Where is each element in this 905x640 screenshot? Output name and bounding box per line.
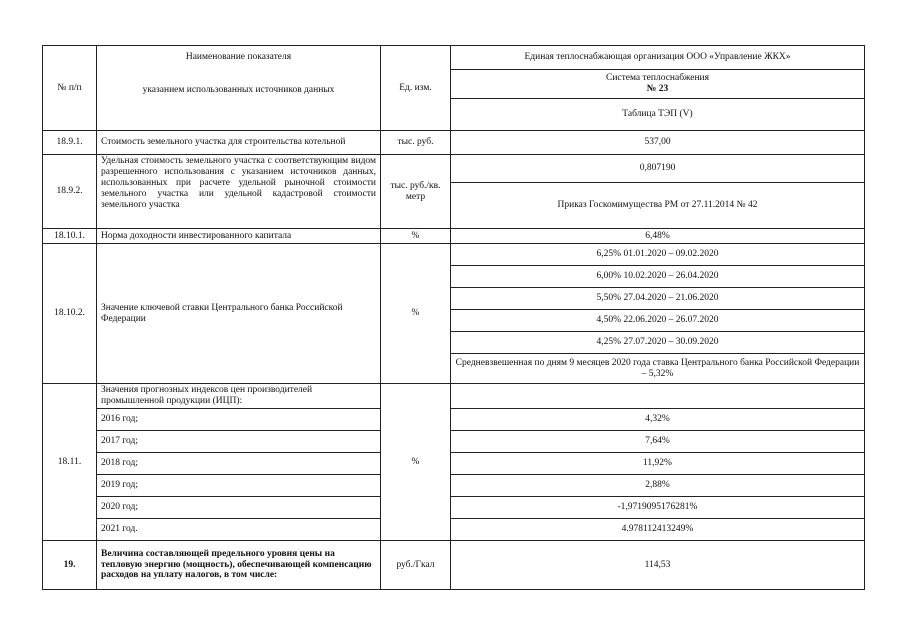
row-name: Норма доходности инвестированного капитала (97, 229, 381, 244)
rate-cell: 6,25% 01.01.2020 – 09.02.2020 (451, 244, 865, 266)
row-name: Величина составляющей предельного уровня цены на тепловую энергию (мощность), обеспечивающей компенсацию расходов на уплату налогов, в том числе: (97, 541, 381, 590)
table-row (43, 155, 865, 183)
header-col-name (97, 46, 381, 131)
header-col-unit: Ед. изм. (381, 46, 451, 131)
row-unit: % (381, 229, 451, 244)
row-unit: % (381, 244, 451, 384)
row-num: 18.9.2. (43, 155, 97, 229)
row-source: Приказ Госкомимущества РМ от 27.11.2014 № 42 (451, 183, 865, 229)
weighted-rate-cell: Средневзвешенная по дням 9 месяцев 2020 года ставка Центрального банка Российской Федерации – 5,32% (451, 354, 865, 384)
row-unit: руб./Гкал (381, 541, 451, 590)
row-value: 114,53 (451, 541, 865, 590)
row-name: Значение ключевой ставки Центрального банка Российской Федерации (97, 244, 381, 384)
header-col-name-line2: указанием использованных источников данных (142, 84, 335, 95)
row-num: 19. (43, 541, 97, 590)
table-row (43, 453, 865, 475)
row-name: Значения прогнозных индексов цен производителей промышленной продукции (ИЦП): (97, 384, 381, 409)
row-num: 18.10.2. (43, 244, 97, 384)
year-value: 4.978112413249% (451, 519, 865, 541)
year-label: 2021 год. (97, 519, 381, 541)
row-value: 6,48% (451, 229, 865, 244)
year-label: 2019 год; (97, 475, 381, 497)
table-row (43, 475, 865, 497)
year-value: 7,64% (451, 431, 865, 453)
header-system-number: № 23 (646, 84, 669, 94)
row-num: 18.11. (43, 384, 97, 541)
header-col-num: № п/п (43, 46, 97, 131)
header-system (451, 70, 865, 99)
row-value: 0,807190 (451, 155, 865, 183)
year-value: 11,92% (451, 453, 865, 475)
tep-table (42, 45, 865, 590)
row-name: Стоимость земельного участка для строительства котельной (97, 131, 381, 155)
table-row (43, 244, 865, 266)
rate-cell: 6,00% 10.02.2020 – 26.04.2020 (451, 266, 865, 288)
year-value: -1,9719095176281% (451, 497, 865, 519)
row-unit: % (381, 384, 451, 541)
table-row (43, 131, 865, 155)
table-row (43, 409, 865, 431)
table-row (43, 431, 865, 453)
header-col-name-line1: Наименование показателя (185, 52, 292, 62)
year-label: 2016 год; (97, 409, 381, 431)
row-num: 18.9.1. (43, 131, 97, 155)
row-unit: тыс. руб. (381, 131, 451, 155)
rate-cell: 4,25% 27.07.2020 – 30.09.2020 (451, 332, 865, 354)
header-table-title: Таблица ТЭП (V) (451, 99, 865, 131)
year-value: 4,32% (451, 409, 865, 431)
table-row (43, 497, 865, 519)
table-row (43, 519, 865, 541)
header-org: Единая теплоснабжающая организация ООО «Управление ЖКХ» (451, 46, 865, 70)
row-name: Удельная стоимость земельного участка с соответствующим видом разрешенного использования с указанием источников данных, использованных при расчете удельной рыночной стоимости земельного участка или удельной кадастровой стоимости земельного участка (97, 155, 381, 229)
row-value: 537,00 (451, 131, 865, 155)
rate-cell: 5,50% 27.04.2020 – 21.06.2020 (451, 288, 865, 310)
year-label: 2020 год; (97, 497, 381, 519)
header-system-line1: Система теплоснабжения (605, 73, 710, 84)
empty-cell (451, 384, 865, 409)
table-row (43, 541, 865, 590)
table-row (43, 229, 865, 244)
row-unit: тыс. руб./кв. метр (381, 155, 451, 229)
year-value: 2,88% (451, 475, 865, 497)
table-row (43, 384, 865, 409)
row-num: 18.10.1. (43, 229, 97, 244)
year-label: 2017 год; (97, 431, 381, 453)
year-label: 2018 год; (97, 453, 381, 475)
rate-cell: 4,50% 22.06.2020 – 26.07.2020 (451, 310, 865, 332)
